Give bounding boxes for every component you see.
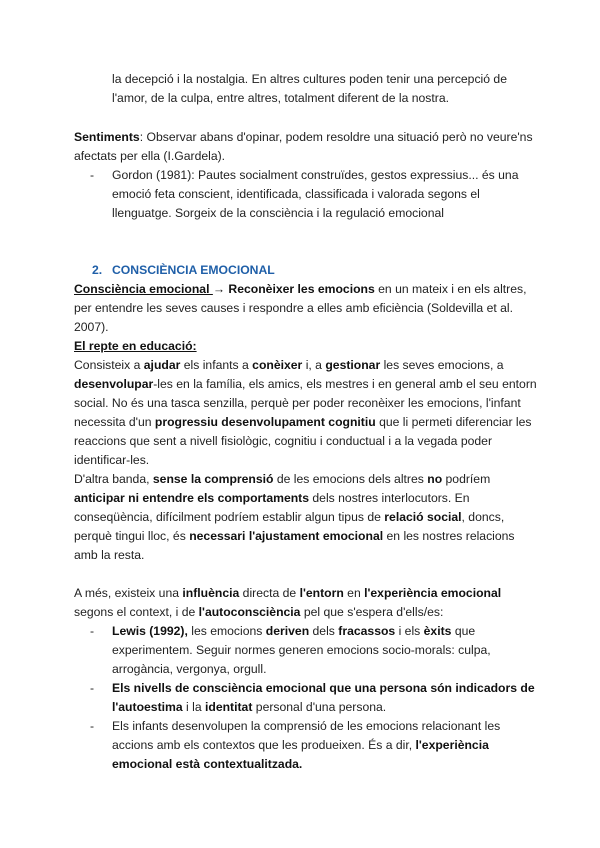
text-run: els infants a [180, 358, 253, 372]
sentiments-text: : Observar abans d'opinar, podem resoldre una situació però no veure'ns afectats per ella (I.Gardela). [74, 130, 533, 163]
text-run: i, a [302, 358, 326, 372]
bold-run: influència [182, 586, 240, 600]
section-heading [0, 261, 275, 280]
bold-run: l'experiència emocional està contextualitzada. [112, 738, 489, 771]
text-run: i la [182, 700, 205, 714]
text-run: i els [395, 624, 424, 638]
bold-run: gestionar [325, 358, 381, 372]
influencia-bullet-item [0, 679, 600, 717]
influencia-bullet-item [0, 717, 600, 774]
bold-run: èxits [423, 624, 452, 638]
text-run: en les nostres relacions amb la resta. [74, 529, 515, 562]
bold-run: ajudar [143, 358, 181, 372]
bold-run: Lewis (1992), [112, 624, 188, 638]
section-number: 2. [92, 263, 103, 277]
bullet-dash: - [90, 624, 95, 638]
text-run: Consisteix a [74, 358, 144, 372]
definition-paragraph [0, 280, 600, 337]
repte-title: El repte en educació: [74, 339, 197, 353]
repte-section [0, 337, 600, 565]
bullet-dash: - [90, 719, 95, 733]
text-run: -les en la família, els amics, els mestres i en general amb el seu entorn social. No és una tasca senzilla, perquè per poder reconèixer les emocions, l'infant necessita d'un [74, 377, 537, 429]
text-run: les emocions [187, 624, 266, 638]
bold-run: deriven [265, 624, 310, 638]
repte-paragraph-1 [74, 356, 540, 470]
text-run: Els infants desenvolupen la comprensió de les emocions relacionant les accions amb els contextos que les produeixen. És a dir, [112, 719, 501, 752]
bold-run: desenvolupar [74, 377, 154, 391]
text-run: A més, existeix una [74, 586, 183, 600]
bold-run: Els nivells de consciència emocional que una persona són indicadors de l'autoestima [112, 681, 535, 714]
text-run: directa de [239, 586, 300, 600]
intro-text: la decepció i la nostalgia. En altres cultures poden tenir una percepció de l'amor, de la culpa, entre altres, totalment diferent de la nostra. [112, 72, 507, 105]
text-run: segons el context, i de [74, 605, 199, 619]
bold-run: l'experiència emocional [364, 586, 502, 600]
influencia-bullet-text [112, 622, 536, 679]
influencia-bullet-item [0, 622, 600, 679]
sentiments-bullet-text: Gordon (1981): Pautes socialment construïdes, gestos expressius... és una emoció feta conscient, identificada, classificada i valorada segons el llenguatge. Sorgeix de la consciència i la regulació emocional [112, 168, 519, 220]
bold-run: relació social [384, 510, 462, 524]
section-title: CONSCIÈNCIA EMOCIONAL [112, 263, 275, 277]
definition-term: Consciència emocional [74, 282, 213, 296]
text-run: personal d'una persona. [252, 700, 387, 714]
bold-run: sense la comprensió [152, 472, 274, 486]
text-run: les seves emocions, a [380, 358, 504, 372]
sentiments-paragraph [0, 128, 600, 166]
bold-run: l'entorn [299, 586, 344, 600]
bold-run: identitat [205, 700, 253, 714]
bullet-dash: - [90, 168, 95, 182]
intro-paragraph [0, 70, 600, 108]
bold-run: conèixer [252, 358, 303, 372]
influencia-text [74, 584, 540, 622]
influencia-bullets [0, 622, 600, 774]
bold-run: l'autoconsciència [198, 605, 301, 619]
text-run: dels nostres interlocutors. En conseqüència, difícilment podríem establir algun tipus de [74, 491, 470, 524]
bold-run: fracassos [338, 624, 396, 638]
bold-run: necessari l'ajustament emocional [189, 529, 384, 543]
text-run: podríem [442, 472, 491, 486]
bullet-dash: - [90, 681, 95, 695]
text-run: dels [309, 624, 339, 638]
bold-run: progressiu desenvolupament cognitiu [154, 415, 376, 429]
sentiments-bullet [0, 166, 600, 223]
text-run: que experimentem. Seguir normes generen emocions socio-morals: culpa, arrogància, vergonya, orgull. [112, 624, 491, 676]
sentiments-term: Sentiments [74, 130, 140, 144]
text-run: de les emocions dels altres [273, 472, 428, 486]
text-run: que li permeti diferenciar les reaccions que sent a nivell fisiològic, cognitiu i conductual i a la vegada poder identificar-les. [74, 415, 532, 467]
bold-run: anticipar ni entendre els comportaments [74, 491, 310, 505]
influencia-bullet-text [112, 717, 536, 774]
definition-arrow: → [212, 282, 226, 296]
text-run: D'altra banda, [74, 472, 153, 486]
influencia-bullet-text [112, 679, 536, 717]
definition-text: en un mateix i en els altres, per entendre les seves causes i respondre a elles amb eficiència (Soldevilla et al. 2007). [74, 282, 527, 334]
text-run: , doncs, perquè tingui lloc, és [74, 510, 505, 543]
bold-run: no [427, 472, 443, 486]
repte-paragraph-2 [74, 470, 540, 565]
influencia-paragraph [0, 584, 600, 622]
text-run: en [343, 586, 365, 600]
text-run: pel que s'espera d'ells/es: [300, 605, 444, 619]
definition-bold: Reconèixer les emocions [225, 282, 375, 296]
